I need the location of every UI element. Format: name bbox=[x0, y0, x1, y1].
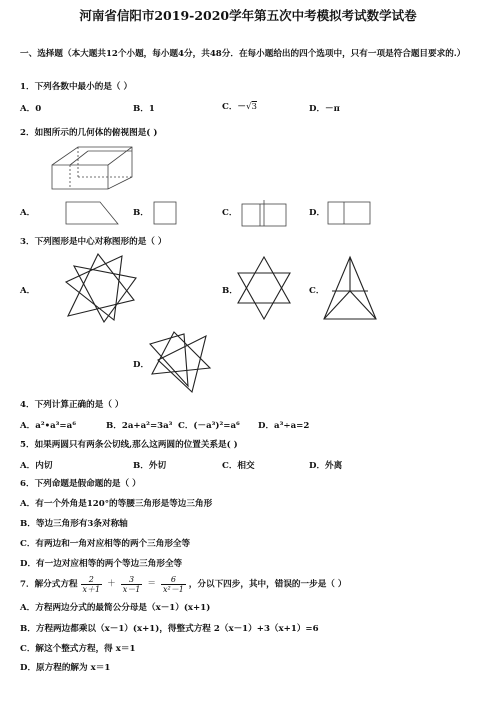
q4-option-d: D．a³÷a=2 bbox=[258, 421, 310, 431]
q6-stem: 6．下列命题是假命题的是（ ） bbox=[20, 479, 141, 489]
q4-option-c: C．(－a³)²=a⁶ bbox=[178, 421, 240, 431]
q7-prefix: 7．解分式方程 bbox=[20, 579, 78, 590]
q7-fraction-1 bbox=[81, 575, 103, 594]
q7-option-b: B．方程两边都乘以（x－1）(x+1)，得整式方程 2（x－1）+3（x+1）=6 bbox=[20, 624, 319, 634]
q7-stem bbox=[20, 572, 346, 597]
q2-option-b: B． bbox=[133, 208, 149, 218]
q3-option-c: C． bbox=[309, 286, 325, 296]
q1-option-b: B．1 bbox=[133, 104, 155, 114]
q7-plus: ＋ bbox=[107, 579, 116, 589]
q7-option-d: D．原方程的解为 x＝1 bbox=[20, 663, 111, 673]
q5-option-b: B．外切 bbox=[133, 461, 167, 471]
q1-option-a: A．0 bbox=[20, 104, 42, 114]
q3-stem: 3．下列图形是中心对称图形的是（ ） bbox=[20, 237, 167, 247]
q7-fraction-2-numerator: 3 bbox=[121, 575, 143, 585]
q2-option-d: D． bbox=[309, 208, 326, 218]
q7-fraction-1-numerator: 2 bbox=[81, 575, 103, 585]
q2-option-a-figure bbox=[64, 200, 120, 226]
q7-option-a: A．方程两边分式的最简公分母是（x－1）(x+1) bbox=[20, 603, 211, 613]
q4-stem: 4．下列计算正确的是（ ） bbox=[20, 400, 124, 410]
q7-fraction-1-denominator: x＋1 bbox=[82, 584, 101, 594]
q7-option-c: C．解这个整式方程，得 x＝1 bbox=[20, 644, 136, 654]
q1-option-c-radicand: 3 bbox=[251, 102, 257, 112]
q6-option-d: D．有一边对应相等的两个等边三角形全等 bbox=[20, 559, 183, 569]
exam-title: 河南省信阳市2019-2020学年第五次中考模拟考试数学试卷 bbox=[79, 8, 417, 23]
q2-option-c-figure bbox=[240, 198, 288, 228]
q5-option-a: A．内切 bbox=[20, 461, 53, 471]
q7-fraction-2 bbox=[121, 575, 143, 594]
q1-option-c bbox=[222, 102, 257, 112]
q3-option-a-figure bbox=[64, 252, 140, 324]
q2-stem: 2．如图所示的几何体的俯视图是( ) bbox=[20, 128, 158, 138]
q1-option-c-prefix: C．－ bbox=[222, 102, 247, 112]
q6-option-a: A．有一个外角是120°的等腰三角形是等边三角形 bbox=[20, 499, 213, 509]
q2-option-b-figure bbox=[152, 200, 178, 226]
q3-option-c-figure bbox=[322, 255, 378, 321]
q7-fraction-3 bbox=[161, 575, 186, 594]
q3-option-a: A． bbox=[20, 286, 36, 296]
q2-option-d-figure bbox=[326, 200, 372, 226]
section-heading: 一、选择题（本大题共12个小题，每小题4分，共48分．在每小题给出的四个选项中，只有一项是符合题目要求的.） bbox=[20, 49, 466, 59]
q6-option-b: B．等边三角形有3条对称轴 bbox=[20, 519, 128, 529]
q3-option-b: B． bbox=[222, 286, 238, 296]
q5-option-d: D．外离 bbox=[309, 461, 343, 471]
q4-option-a: A．a²•a³=a⁶ bbox=[20, 421, 76, 431]
q1-option-d: D．－π bbox=[309, 104, 340, 114]
q2-option-a: A． bbox=[20, 208, 36, 218]
q1-stem: 1．下列各数中最小的是（ ） bbox=[20, 82, 133, 92]
q7-suffix: ，分以下四步，其中，错误的一步是（ ） bbox=[188, 579, 347, 590]
q7-equals: ＝ bbox=[147, 579, 156, 589]
q7-fraction-3-denominator: x²－1 bbox=[162, 584, 184, 594]
q4-option-b: B．2a+a²=3a³ bbox=[106, 421, 173, 431]
q7-fraction-3-numerator: 6 bbox=[161, 575, 186, 585]
q2-solid-figure bbox=[48, 143, 136, 191]
q2-option-c: C． bbox=[222, 208, 238, 218]
q3-option-d: D． bbox=[133, 360, 150, 370]
q3-option-b-figure bbox=[234, 255, 294, 321]
sqrt-symbol: √3 bbox=[246, 102, 257, 112]
q6-option-c: C．有两边和一角对应相等的两个三角形全等 bbox=[20, 539, 191, 549]
q5-stem: 5．如果两圆只有两条公切线,那么这两圆的位置关系是( ) bbox=[20, 440, 238, 450]
q3-option-d-figure bbox=[148, 330, 214, 394]
q7-fraction-2-denominator: x－1 bbox=[122, 584, 141, 594]
q5-option-c: C．相交 bbox=[222, 461, 255, 471]
